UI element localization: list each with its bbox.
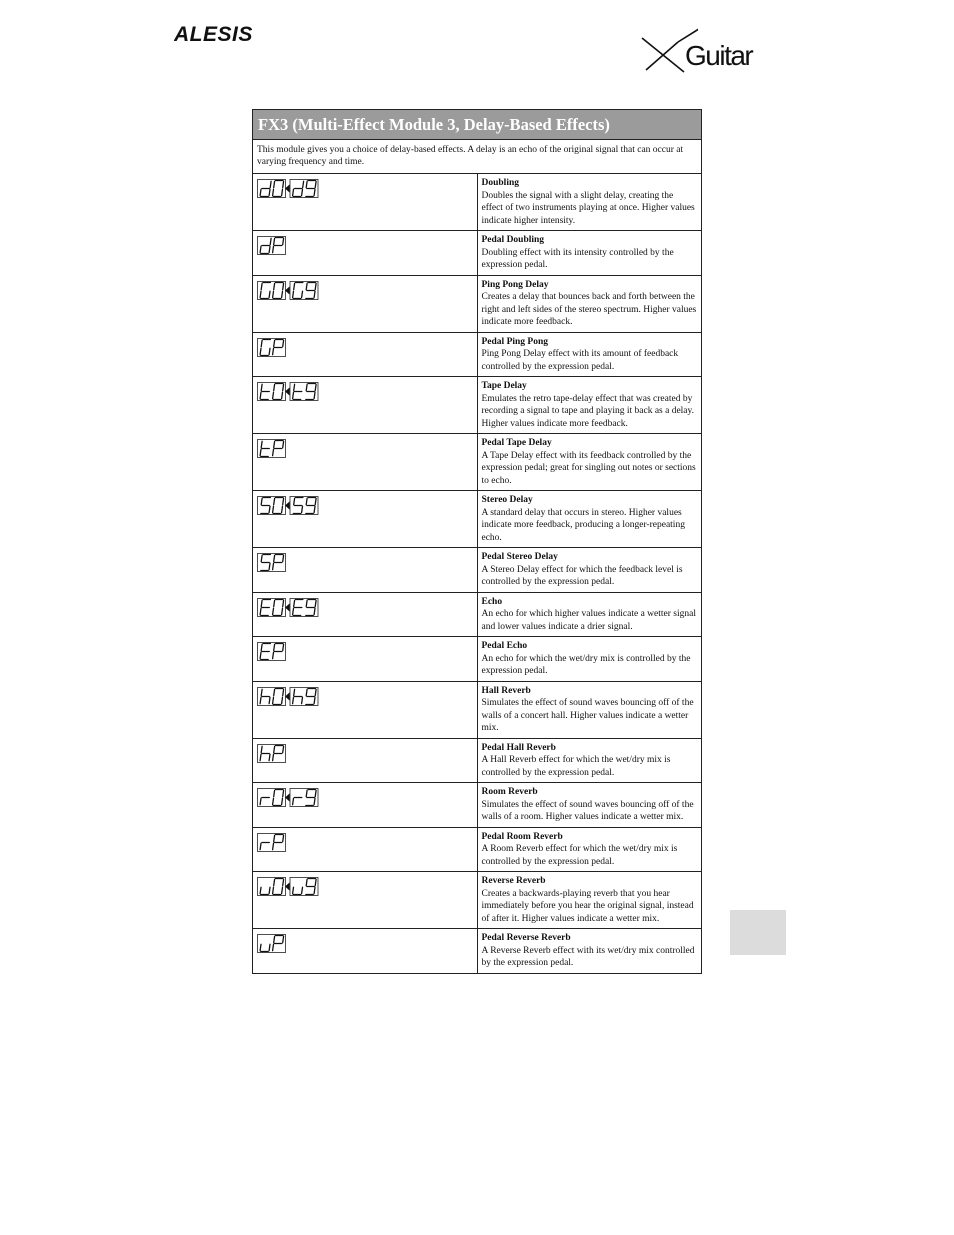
table-row <box>253 548 702 593</box>
effect-description: Creates a backwards-playing reverb that you hear immediately before you hear the original signal, instead of after it. Higher values indicate a wetter mix. <box>481 888 694 924</box>
lcd-display-icon <box>257 877 319 897</box>
xguitar-logo <box>638 20 770 76</box>
table-row <box>253 332 702 377</box>
effect-description-cell <box>477 592 702 637</box>
effect-description: An echo for which higher values indicate a wetter signal and lower values indicate a drier signal. <box>481 609 696 632</box>
effect-name: Ping Pong Delay <box>481 279 549 290</box>
lcd-display-icon <box>257 744 287 764</box>
effect-code-cell <box>253 783 478 828</box>
effect-code-cell <box>253 637 478 682</box>
effect-description-cell <box>477 491 702 548</box>
lcd-display-icon <box>257 236 287 256</box>
effect-name: Room Reverb <box>481 787 538 797</box>
effect-description-cell <box>477 377 702 434</box>
lcd-display-icon <box>257 179 319 199</box>
effect-code-cell <box>253 681 478 738</box>
table-row <box>253 872 702 929</box>
lcd-display-icon <box>257 382 319 402</box>
table-row <box>253 681 702 738</box>
effect-description: A Reverse Reverb effect with its wet/dry mix controlled by the expression pedal. <box>481 945 695 968</box>
effect-code-cell <box>253 174 478 231</box>
effect-description: A Stereo Delay effect for which the feedback level is controlled by the expression pedal. <box>481 564 683 587</box>
effect-description: An echo for which the wet/dry mix is controlled by the expression pedal. <box>481 653 691 676</box>
table-intro-row <box>253 140 702 174</box>
effect-name: Pedal Doubling <box>481 235 545 245</box>
table-row <box>253 174 702 231</box>
effect-code-cell <box>253 592 478 637</box>
table-row <box>253 637 702 682</box>
alesis-wordmark-icon <box>174 22 280 44</box>
lcd-display-icon <box>257 642 287 662</box>
table-row <box>253 592 702 637</box>
effect-name: Doubling <box>481 178 519 188</box>
table-row <box>253 377 702 434</box>
effect-description: Emulates the retro tape-delay effect that was created by recording a signal to tape and playing it back as a delay. Higher values indicate more feedback. <box>481 393 695 429</box>
effect-description: A standard delay that occurs in stereo. Higher values indicate more feedback, producing a longer-repeating echo. <box>481 507 685 543</box>
effect-code-cell <box>253 548 478 593</box>
effect-description: A Hall Reverb effect for which the wet/dry mix is controlled by the expression pedal. <box>481 755 671 778</box>
effect-description-cell <box>477 738 702 783</box>
lcd-display-icon <box>257 553 287 573</box>
effect-description-cell <box>477 637 702 682</box>
effect-description: Creates a delay that bounces back and forth between the right and left sides of the stereo spectrum. Higher values indicate more feedback. <box>481 292 697 327</box>
effect-code-cell <box>253 929 478 974</box>
effect-description: Simulates the effect of sound waves bouncing off of the walls of a room. Higher values indicate a wetter mix. <box>481 799 694 822</box>
effect-code-cell <box>253 738 478 783</box>
effect-name: Stereo Delay <box>481 495 533 505</box>
effect-description: Simulates the effect of sound waves bouncing off of the walls of a concert hall. Higher values indicate a wetter mix. <box>481 698 694 733</box>
effect-name: Pedal Room Reverb <box>481 831 563 842</box>
effect-description-cell <box>477 929 702 974</box>
effect-description: Ping Pong Delay effect with its amount of feedback controlled by the expression pedal. <box>481 349 679 372</box>
table-row <box>253 231 702 276</box>
table-row <box>253 783 702 828</box>
effect-name: Pedal Reverse Reverb <box>481 933 571 943</box>
effect-description: A Room Reverb effect for which the wet/dry mix is controlled by the expression pedal. <box>481 844 678 867</box>
page-tab-marker <box>730 910 786 955</box>
table-row <box>253 275 702 332</box>
effect-name: Pedal Stereo Delay <box>481 552 558 562</box>
effect-description: A Tape Delay effect with its feedback controlled by the expression pedal; great for singling out notes or sections to echo. <box>481 450 696 486</box>
effect-name: Pedal Ping Pong <box>481 336 549 347</box>
table-row <box>253 491 702 548</box>
lcd-display-icon <box>257 338 287 358</box>
effect-description-cell <box>477 231 702 276</box>
effect-description-cell <box>477 872 702 929</box>
effect-code-cell <box>253 872 478 929</box>
lcd-display-icon <box>257 687 319 707</box>
effect-name: Pedal Hall Reverb <box>481 742 556 753</box>
effect-code-cell <box>253 491 478 548</box>
effect-description-cell <box>477 783 702 828</box>
effect-description-cell <box>477 332 702 377</box>
effect-code-cell <box>253 434 478 491</box>
svg-text:ALESIS: ALESIS <box>174 23 253 44</box>
effect-description-cell <box>477 174 702 231</box>
table-title-row <box>253 110 702 140</box>
lcd-display-icon <box>257 439 287 459</box>
effect-description: Doubles the signal with a slight delay, creating the effect of two instruments playing at once. Higher values indicate higher intensity. <box>481 190 695 226</box>
xguitar-wordmark: Guitar <box>685 40 753 71</box>
section-title: FX3 (Multi-Effect Module 3, Delay-Based Effects) <box>253 110 702 140</box>
table-row <box>253 738 702 783</box>
table-row <box>253 827 702 872</box>
fx3-effects-table <box>252 109 702 974</box>
effect-description-cell <box>477 827 702 872</box>
alesis-logo <box>174 22 280 44</box>
effect-code-cell <box>253 827 478 872</box>
effect-name: Pedal Tape Delay <box>481 438 552 448</box>
effect-description-cell <box>477 275 702 332</box>
effect-description-cell <box>477 548 702 593</box>
lcd-display-icon <box>257 788 319 808</box>
effect-code-cell <box>253 231 478 276</box>
effect-description: Doubling effect with its intensity controlled by the expression pedal. <box>481 247 674 270</box>
lcd-display-icon <box>257 833 287 853</box>
effect-code-cell <box>253 332 478 377</box>
effect-description-cell <box>477 681 702 738</box>
section-intro: This module gives you a choice of delay-based effects. A delay is an echo of the original signal that can occur at varying frequency and time. <box>253 140 702 174</box>
lcd-display-icon <box>257 496 319 516</box>
effect-code-cell <box>253 275 478 332</box>
effect-name: Tape Delay <box>481 381 527 391</box>
effect-name: Reverse Reverb <box>481 876 546 886</box>
effect-name: Hall Reverb <box>481 685 531 696</box>
effect-code-cell <box>253 377 478 434</box>
effect-name: Echo <box>481 596 503 607</box>
effect-name: Pedal Echo <box>481 641 528 651</box>
lcd-display-icon <box>257 598 319 618</box>
table-row <box>253 929 702 974</box>
table-row <box>253 434 702 491</box>
lcd-display-icon <box>257 934 287 954</box>
effect-description-cell <box>477 434 702 491</box>
lcd-display-icon <box>257 281 319 301</box>
